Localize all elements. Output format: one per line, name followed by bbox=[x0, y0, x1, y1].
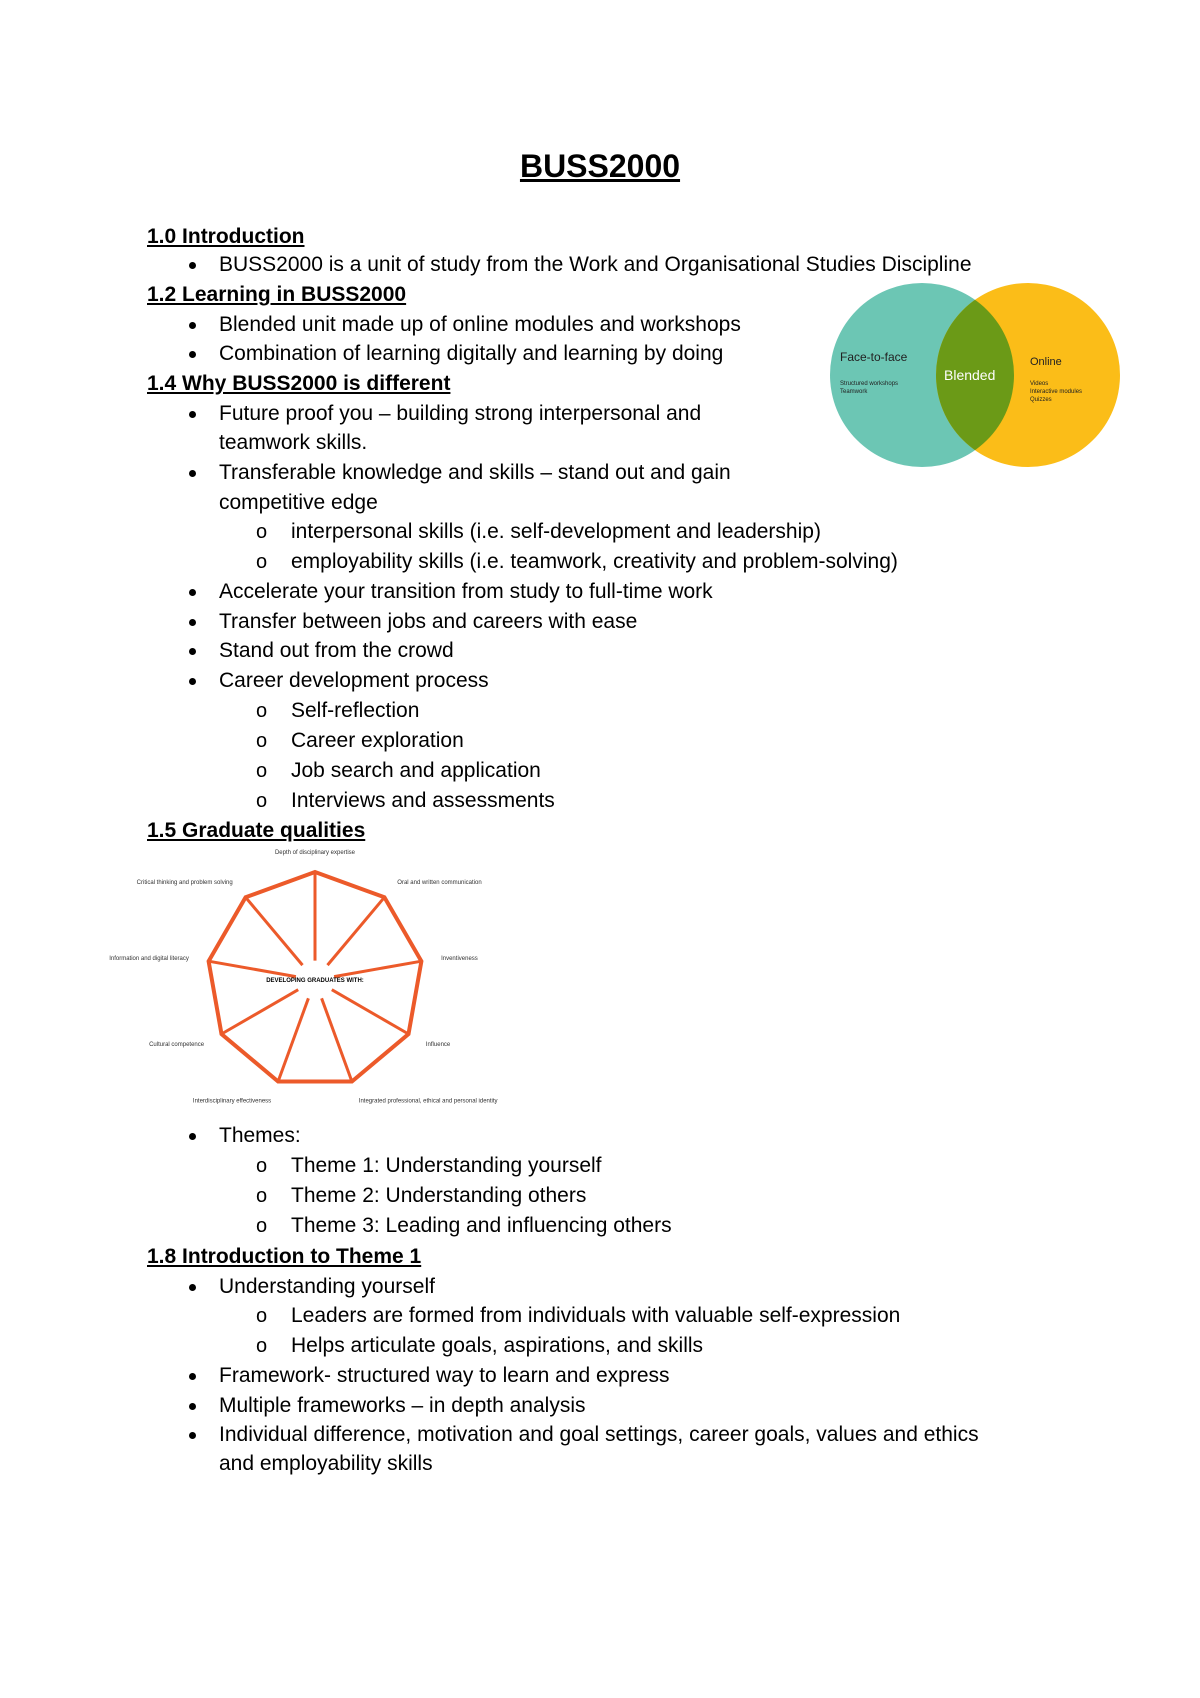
learning-bullet-1: Blended unit made up of online modules and workshops bbox=[219, 313, 741, 336]
why-sub-2: employability skills (i.e. teamwork, creativity and problem-solving) bbox=[291, 550, 898, 573]
bullet-dot bbox=[189, 411, 196, 418]
radar-spoke bbox=[332, 990, 409, 1034]
sub-bullet: o bbox=[256, 551, 268, 573]
bullet-dot bbox=[189, 648, 196, 655]
radar-spoke bbox=[209, 961, 296, 976]
radar-spoke bbox=[278, 998, 308, 1081]
radar-label: Inventiveness bbox=[441, 955, 478, 962]
radar-label: Depth of disciplinary expertise bbox=[274, 850, 356, 856]
why-bullet-2-line-1: Transferable knowledge and skills – stand out and gain bbox=[219, 461, 731, 484]
sub-bullet: o bbox=[256, 700, 268, 722]
why-bullet-3: Accelerate your transition from study to full-time work bbox=[219, 580, 713, 603]
radar-label: Cultural competence bbox=[149, 1042, 205, 1048]
heading-graduate-qualities: 1.5 Graduate qualities bbox=[147, 819, 366, 842]
why-sub-1: interpersonal skills (i.e. self-development and leadership) bbox=[291, 520, 821, 543]
sub-bullet: o bbox=[256, 760, 268, 782]
theme1-bullet-4-line-1: Individual difference, motivation and goal settings, career goals, values and ethics bbox=[219, 1423, 979, 1446]
bullet-dot bbox=[189, 1403, 196, 1410]
why-bullet-1-line-1: Future proof you – building strong interpersonal and bbox=[219, 402, 702, 425]
theme-2: Theme 2: Understanding others bbox=[291, 1184, 587, 1207]
radar-shape bbox=[109, 850, 497, 1104]
venn-right-label: Online bbox=[1030, 356, 1062, 368]
intro-bullet-1: BUSS2000 is a unit of study from the Work and Organisational Studies Discipline bbox=[219, 253, 972, 276]
why-bullet-1-line-2: teamwork skills. bbox=[219, 431, 368, 454]
bullet-dot bbox=[189, 1284, 196, 1291]
bullet-dot bbox=[189, 322, 196, 329]
theme1-bullet-4-line-2: and employability skills bbox=[219, 1452, 433, 1475]
why-bullet-5: Stand out from the crowd bbox=[219, 639, 454, 662]
bullet-dot bbox=[189, 470, 196, 477]
venn-left-label: Face-to-face bbox=[840, 350, 908, 364]
sub-bullet: o bbox=[256, 730, 268, 752]
sub-bullet: o bbox=[256, 1305, 268, 1327]
why-bullet-2-line-2: competitive edge bbox=[219, 491, 378, 514]
bullet-dot bbox=[189, 619, 196, 626]
radar-center-label: DEVELOPING GRADUATES WITH: bbox=[266, 978, 364, 984]
radar-label: Oral and written communication bbox=[397, 879, 482, 886]
themes-bullet: Themes: bbox=[219, 1124, 301, 1147]
why-bullet-4: Transfer between jobs and careers with ease bbox=[219, 610, 638, 633]
theme1-bullet-3: Multiple frameworks – in depth analysis bbox=[219, 1394, 586, 1417]
heading-learning: 1.2 Learning in BUSS2000 bbox=[147, 283, 407, 306]
theme1-sub-1: Leaders are formed from individuals with valuable self-expression bbox=[291, 1304, 901, 1327]
venn-left-sub2: Teamwork bbox=[840, 389, 868, 395]
radar-label: Integrated professional, ethical and personal identity bbox=[358, 1098, 498, 1105]
radar-label: Critical thinking and problem solving bbox=[136, 879, 233, 886]
bullet-dot bbox=[189, 1133, 196, 1140]
venn-right-sub2: Interactive modules bbox=[1030, 389, 1083, 395]
bullet-dot bbox=[189, 589, 196, 596]
why-bullet-6: Career development process bbox=[219, 669, 489, 692]
heading-why-different: 1.4 Why BUSS2000 is different bbox=[147, 372, 451, 395]
document-title: BUSS2000 bbox=[519, 148, 681, 184]
radar-spoke bbox=[328, 897, 385, 965]
radar-label: Influence bbox=[425, 1042, 451, 1048]
bullet-dot bbox=[189, 351, 196, 358]
sub-bullet: o bbox=[256, 1155, 268, 1177]
sub-bullet: o bbox=[256, 1215, 268, 1237]
career-step-4: Interviews and assessments bbox=[291, 789, 555, 812]
learning-bullet-2: Combination of learning digitally and learning by doing bbox=[219, 342, 724, 365]
blended-venn-diagram bbox=[830, 283, 1120, 468]
radar-spoke bbox=[322, 998, 352, 1081]
venn-left-sub1: Structured workshops bbox=[840, 381, 899, 387]
graduate-qualities-diagram bbox=[109, 850, 498, 1120]
theme1-bullet-2: Framework- structured way to learn and express bbox=[219, 1364, 670, 1387]
theme1-sub-2: Helps articulate goals, aspirations, and skills bbox=[291, 1334, 704, 1357]
career-step-3: Job search and application bbox=[291, 759, 541, 782]
career-step-2: Career exploration bbox=[291, 729, 464, 752]
theme-1: Theme 1: Understanding yourself bbox=[291, 1154, 602, 1177]
theme1-bullet-1: Understanding yourself bbox=[219, 1275, 435, 1298]
radar-label: Information and digital literacy bbox=[109, 955, 189, 962]
career-step-1: Self-reflection bbox=[291, 699, 420, 722]
radar-spoke bbox=[246, 897, 303, 965]
heading-theme-1: 1.8 Introduction to Theme 1 bbox=[147, 1245, 422, 1268]
bullet-dot bbox=[189, 1432, 196, 1439]
radar-label: Interdisciplinary effectiveness bbox=[192, 1098, 272, 1105]
bullet-dot bbox=[189, 1373, 196, 1380]
sub-bullet: o bbox=[256, 1335, 268, 1357]
radar-spoke bbox=[334, 961, 421, 976]
radar-spoke bbox=[222, 990, 299, 1034]
heading-introduction: 1.0 Introduction bbox=[147, 225, 305, 248]
venn-right-sub1: Videos bbox=[1030, 381, 1049, 387]
bullet-dot bbox=[189, 678, 196, 685]
venn-center-label: Blended bbox=[944, 367, 996, 383]
sub-bullet: o bbox=[256, 521, 268, 543]
theme-3: Theme 3: Leading and influencing others bbox=[291, 1214, 672, 1237]
sub-bullet: o bbox=[256, 1185, 268, 1207]
sub-bullet: o bbox=[256, 790, 268, 812]
venn-right-sub3: Quizzes bbox=[1030, 397, 1052, 403]
bullet-dot bbox=[189, 262, 196, 269]
